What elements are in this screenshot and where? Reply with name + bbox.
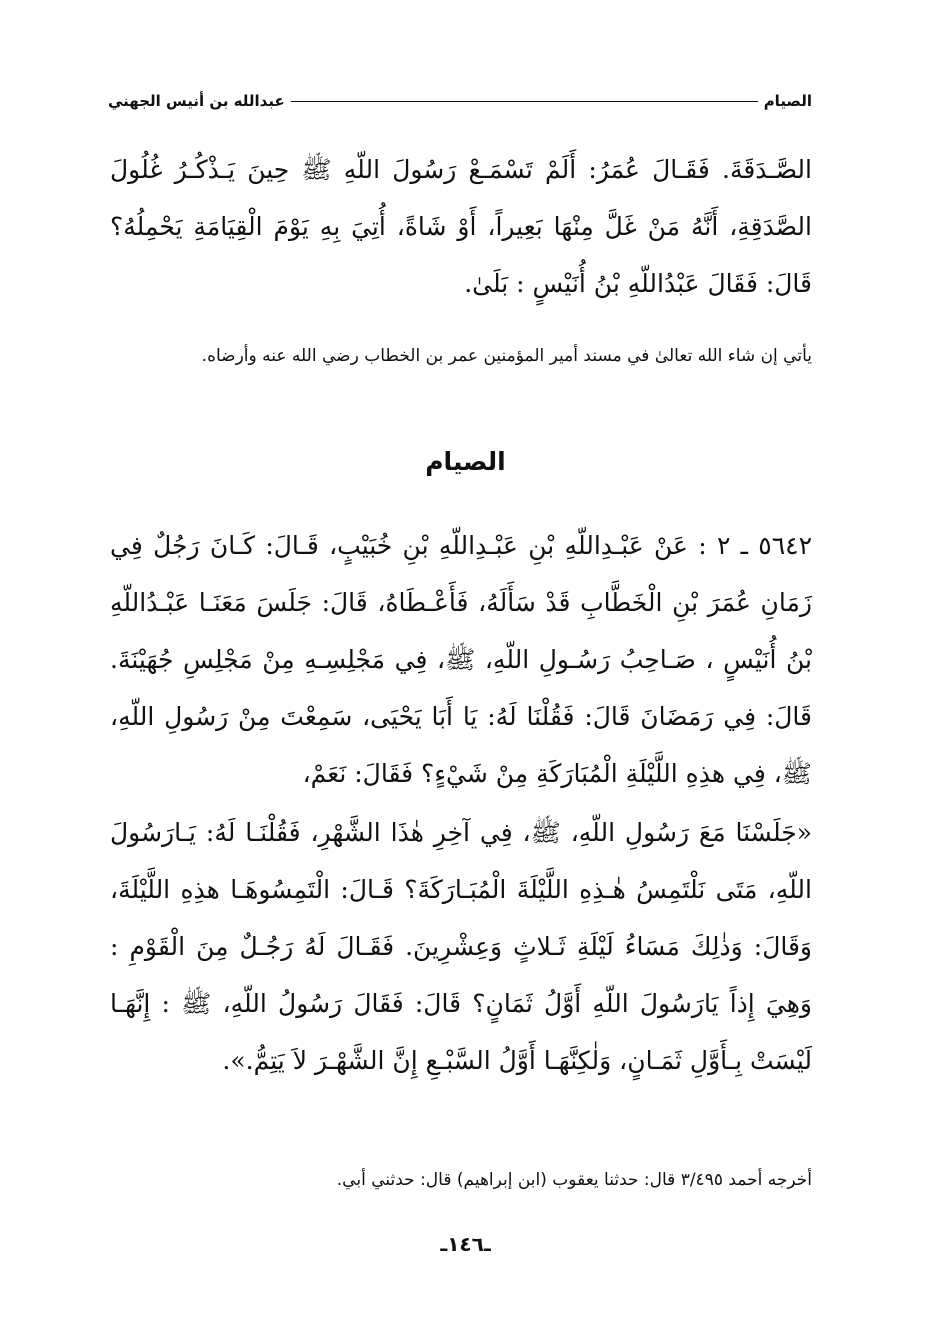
- header-subject-name: عبدالله بن أنيس الجهني: [108, 92, 285, 110]
- hadith-text-continued: الصَّـدَقَةَ. فَقَـالَ عُمَرُ: أَلَمْ تَسْمَـعْ رَسُولَ اللّهِ ﷺ حِينَ يَـذْكُـرُ غُلُولَ الصَّدَقِةِ، أَنَّهُ مَنْ غَلَّ مِنْهَا بَعِيراً، أَوْ شَاةً، أُتِيَ بِهِ يَوْمَ الْقِيَامَةِ يَحْمِلُهُ؟ قَالَ: فَقَالَ عَبْدُاللّهِ بْنُ أُنَيْسٍ : بَلَىٰ.: [110, 155, 812, 298]
- source-citation: أخرجه أحمد ٣/٤٩٥ قال: حدثنا يعقوب (ابن إبراهيم) قال: حدثني أبي.: [336, 1170, 812, 1190]
- footnote-reference: يأتي إن شاء الله تعالىٰ في مسند أمير المؤمنين عمر بن الخطاب رضي الله عنه وأرضاه.: [201, 346, 812, 366]
- hadith-quote: «جَلَسْنَا مَعَ رَسُولِ اللّهِ، ﷺ، فِي آخِرِ هٰذَا الشَّهْرِ، فَقُلْنَـا لَهُ: يَـارَسُولَ اللّهِ، مَتَى نَلْتَمِسُ هٰـذِهِ اللَّيْلَةَ الْمُبَـارَكَةَ؟ قَـالَ: الْتَمِسُوهَـا هذِهِ اللَّيْلَةَ، وَقَالَ: وَذٰلِكَ مَسَاءُ لَيْلَةِ ثَـلاثٍ وَعِشْرِينَ. فَقَـالَ لَهُ رَجُـلٌ مِنَ الْقَوْمِ : وَهِيَ إِذاً يَارَسُولَ اللّهِ أَوَّلُ ثَمَانٍ؟ قَالَ: فَقَالَ رَسُولُ اللّهِ، ﷺ : إِنَّهَـا لَيْسَتْ بِـأَوَّلِ ثَمَـانٍ، وَلٰكِنَّهَـا أَوَّلُ السَّبْـعِ إِنَّ الشَّهْـرَ لاَ يَتِمُّ.».: [110, 818, 812, 1075]
- running-header: [108, 88, 812, 114]
- header-section-name: الصيام: [763, 92, 812, 110]
- header-rule: [291, 101, 758, 102]
- page-number: ـ١٤٦ـ: [440, 1232, 491, 1256]
- section-title: الصيام: [425, 447, 506, 476]
- hadith-text: ٥٦٤٢ ـ ٢ : عَنْ عَبْـدِاللّهِ بْنِ عَبْـدِاللّهِ بْنِ خُبَيْبٍ، قَـالَ: كَـانَ رَجُلٌ فِي زَمَانِ عُمَرَ بْنِ الْخَطَّابِ قَدْ سَأَلَهُ، فَأَعْـطَاهُ، قَالَ: جَلَسَ مَعَنَـا عَبْـدُاللّهِ بْنُ أُنَيْسٍ ، صَـاحِبُ رَسُـولِ اللّهِ، ﷺ، فِي مَجْلِسِـهِ مِنْ مَجْلِسِ جُهَيْنَةَ. قَالَ: فِي رَمَضَانَ قَالَ: فَقُلْنَا لَهُ: يَا أَبَا يَحْيَى، سَمِعْتَ مِنْ رَسُولِ اللّهِ، ﷺ، فِي هذِهِ اللَّيْلَةِ الْمُبَارَكَةِ مِنْ شَيْءٍ؟ فَقَالَ: نَعَمْ،: [110, 531, 812, 788]
